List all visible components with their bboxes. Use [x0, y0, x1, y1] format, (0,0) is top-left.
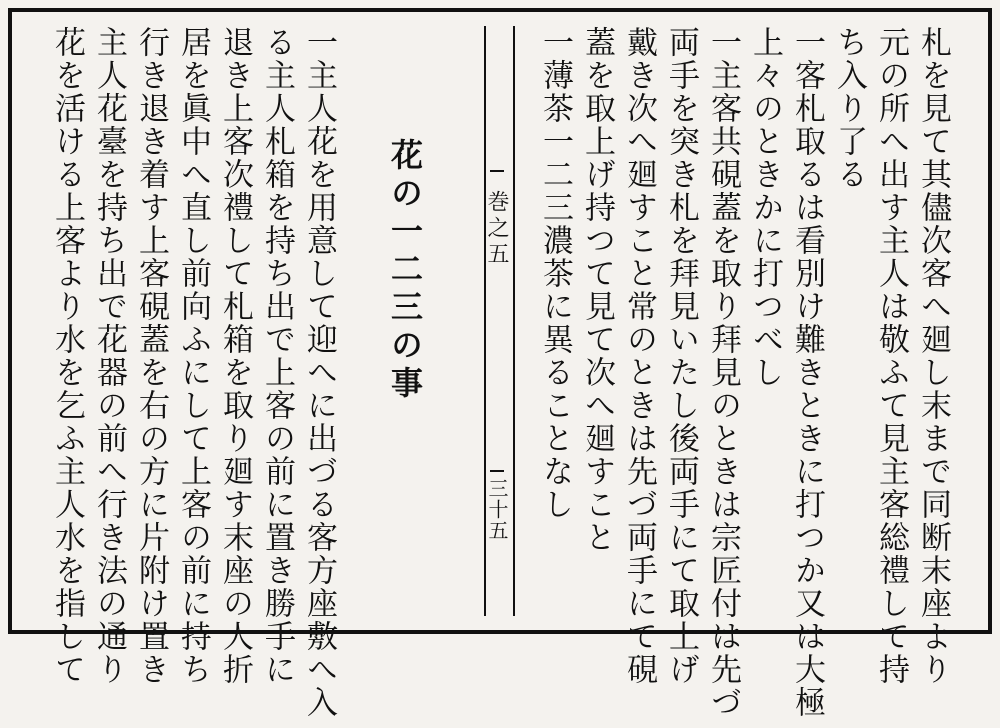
- gutter-rule: [513, 26, 515, 616]
- text-column: 上々のときかに打つべし: [747, 26, 783, 389]
- gutter-tick: [490, 170, 504, 172]
- section-title: 花の一二三の事: [386, 138, 424, 404]
- text-column: 花を活ける上客より水を乞ふ主人水を指して: [49, 26, 85, 686]
- left-page: [34, 26, 478, 719]
- page-number: 三十五: [485, 478, 509, 541]
- text-column: ち入り了る: [831, 26, 867, 191]
- text-column: 一客札取るは看別け難きときに打つか又は大極: [789, 26, 825, 719]
- text-column: 行き退き着す上客硯蓋を右の方に片附け置き: [133, 26, 169, 686]
- text-column: 両手を突き札を拜見いたし後両手にて取上げ: [663, 26, 699, 686]
- text-column: 蓋を取上げ持つて見て次へ廻すこと: [579, 26, 615, 554]
- right-page: [532, 26, 951, 719]
- text-column: 札を見て其儘次客へ廻し末まで同断末座より: [915, 26, 951, 686]
- text-column: る主人札箱を持ち出で上客の前に置き勝手に: [259, 26, 295, 686]
- text-column: 一薄茶一二三濃茶に異ることなし: [537, 26, 573, 521]
- text-column: 一主人花を用意して迎へに出づる客方座敷へ入: [301, 26, 337, 719]
- gutter-tick: [490, 470, 504, 472]
- text-column: 主人花臺を持ち出で花器の前へ行き法の通り: [91, 26, 127, 686]
- volume-label: 巻之五: [484, 190, 509, 268]
- text-column: 退き上客次禮して札箱を取り廻す末座の人折: [217, 26, 253, 686]
- text-column: 一主客共硯蓋を取り拜見のときは宗匠付は先づ: [705, 26, 741, 719]
- text-column: 戴き次へ廻すこと常のときは先づ両手にて硯: [621, 26, 657, 686]
- text-column: 居を眞中へ直し前向ふにして上客の前に持ち: [175, 26, 211, 686]
- text-column: 元の所へ出す主人は敬ふて見主客総禮して持: [873, 26, 909, 686]
